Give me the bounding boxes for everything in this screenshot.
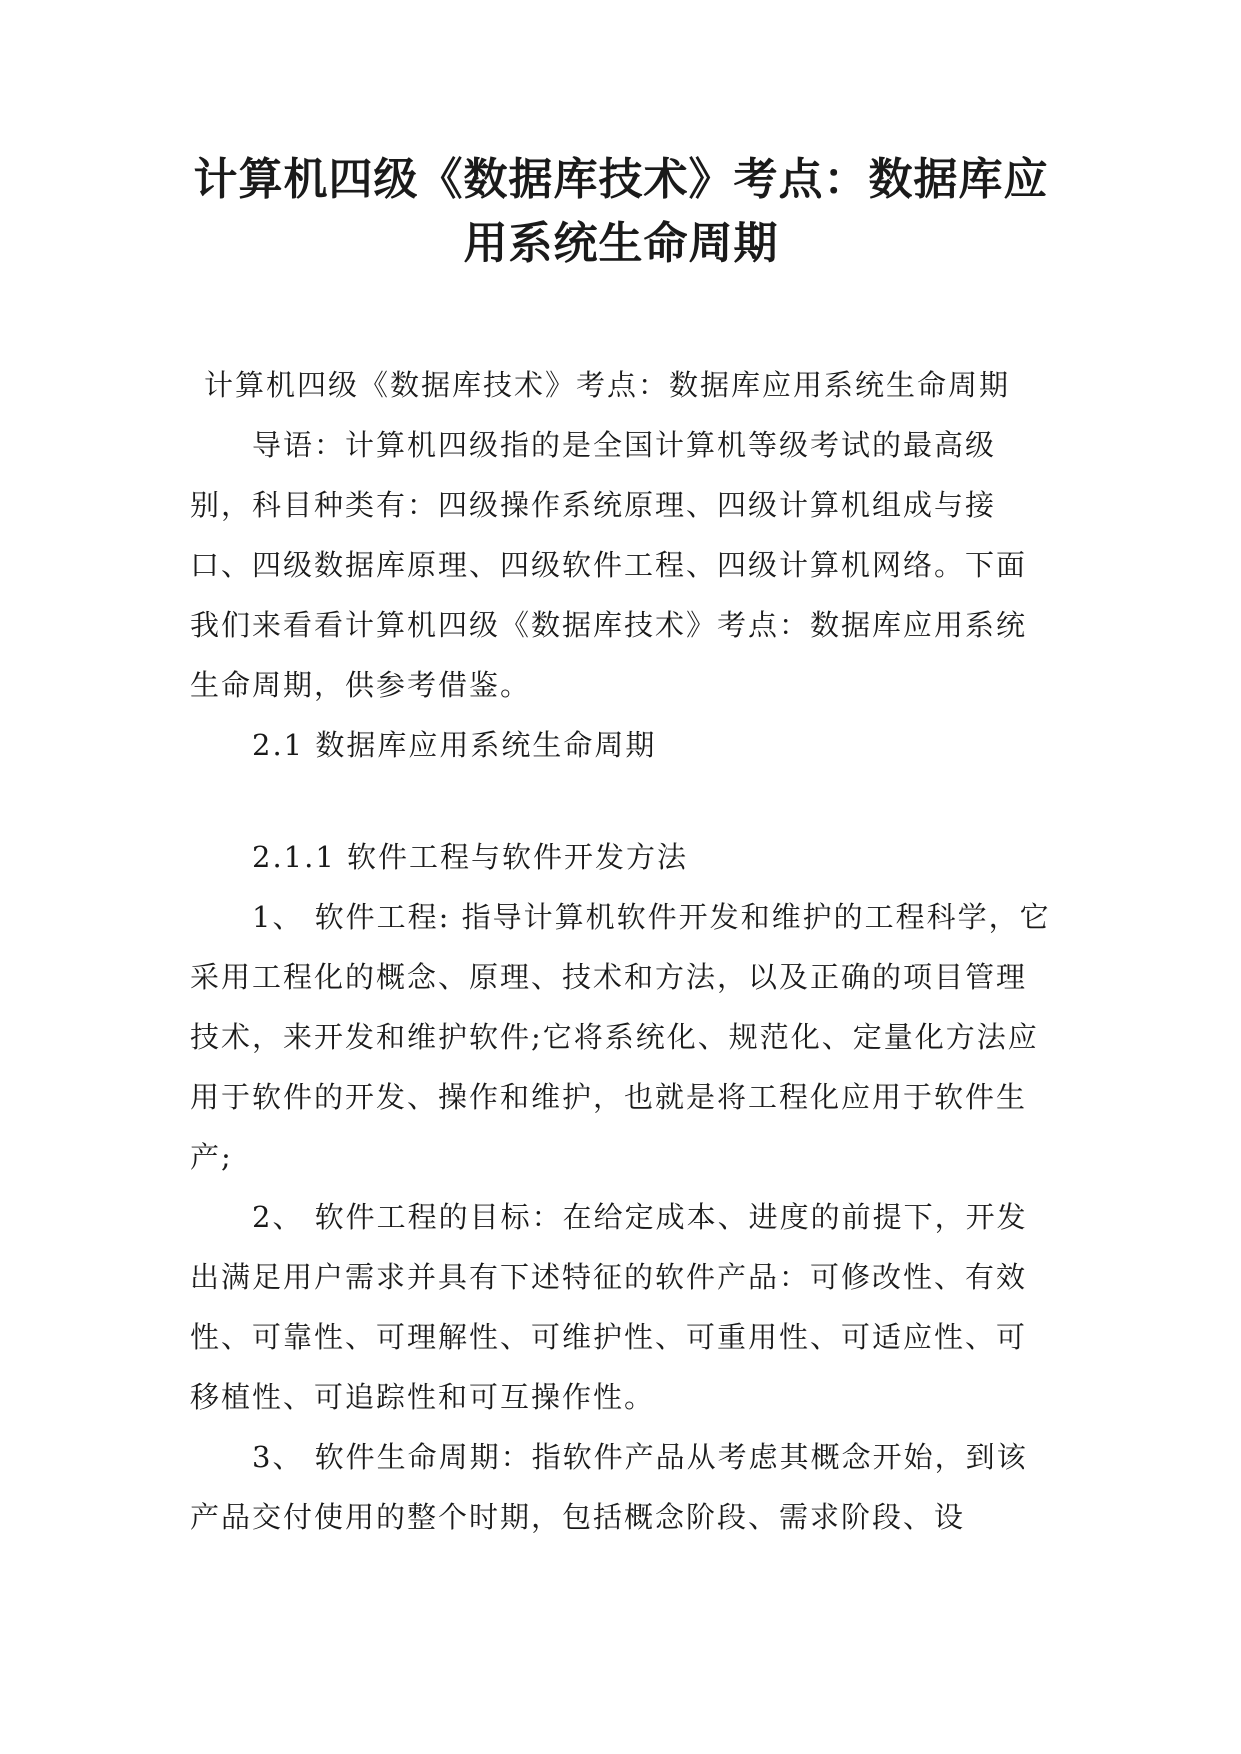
list-item: 1、 软件工程: 指导计算机软件开发和维护的工程科学，它采用工程化的概念、原理、技术和方法，以及正确的项目管理技术，来开发和维护软件;它将系统化、规范化、定量化方法应用于软件的开发、操作和维护，也就是将工程化应用于软件生产; [190, 900, 1051, 1174]
document-title [186, 148, 1056, 276]
list-item: 3、 软件生命周期：指软件产品从考虑其概念开始，到该产品交付使用的整个时期，包括概念阶段、需求阶段、设 [190, 1440, 1028, 1534]
spacer [190, 775, 1055, 827]
subtitle-paragraph: 计算机四级《数据库技术》考点：数据库应用系统生命周期 [204, 368, 1011, 402]
document-body [190, 355, 1055, 1547]
title-line-1: 计算机四级《数据库技术》考点：数据库应 [193, 154, 1049, 205]
list-item: 2、 软件工程的目标：在给定成本、进度的前提下，开发出满足用户需求并具有下述特征的软件产品：可修改性、有效性、可靠性、可理解性、可维护性、可重用性、可适应性、可移植性、可追踪性和可互操作性。 [190, 1200, 1028, 1414]
section-heading: 2.1 数据库应用系统生命周期 [252, 728, 657, 762]
title-line-2: 用系统生命周期 [463, 218, 779, 269]
intro-paragraph: 导语：计算机四级指的是全国计算机等级考试的最高级别，科目种类有：四级操作系统原理、四级计算机组成与接口、四级数据库原理、四级软件工程、四级计算机网络。下面我们来看看计算机四级《数据库技术》考点：数据库应用系统生命周期，供参考借鉴。 [190, 428, 1028, 702]
subsection-heading: 2.1.1 软件工程与软件开发方法 [252, 840, 689, 874]
